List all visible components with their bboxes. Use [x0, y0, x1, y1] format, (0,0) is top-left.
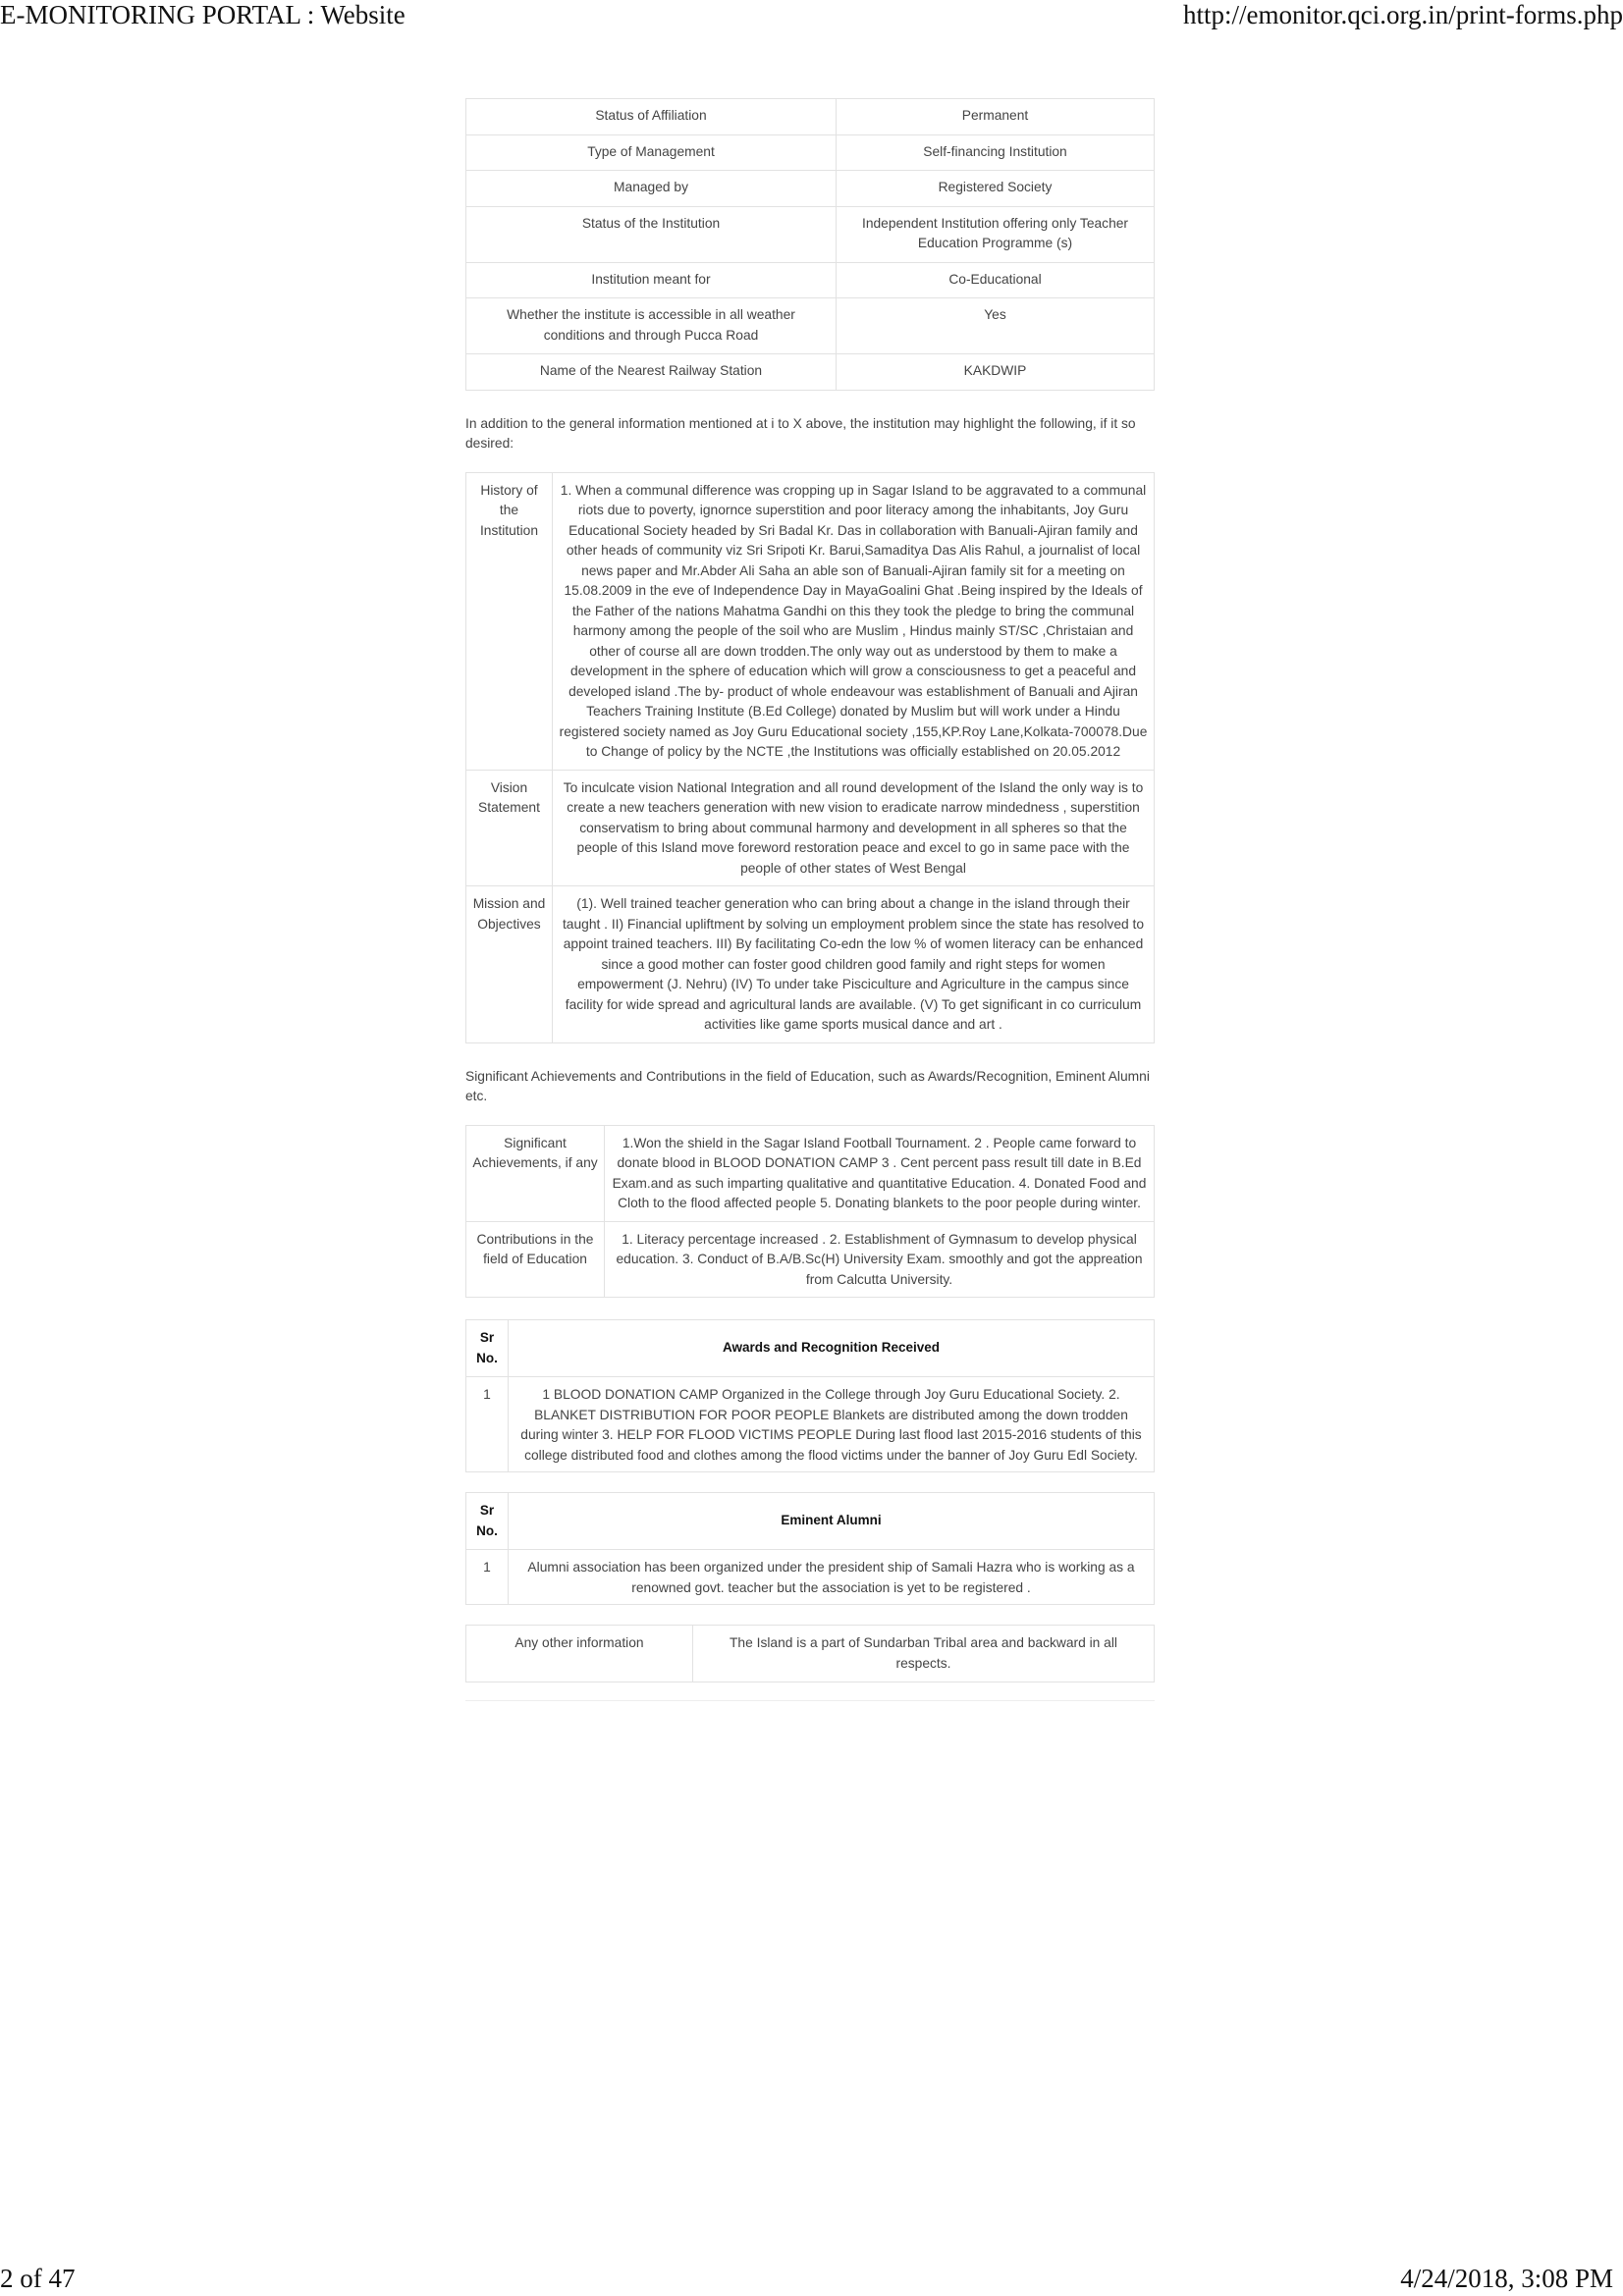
- mission-text: (1). Well trained teacher generation who can bring about a change in the island through their taught . II) Financial upliftment by solving un employment problem since the state has resolved to appoint trained teachers. III) By facilitating Co-edn the low % of women literacy can be enhanced since a good mother can foster good children good family and right steps for women empowerment (J. Nehru) (IV) To under take Pisciculture and Agriculture in the campus since facility for wide spread and agricultural lands are available. (V) To get significant in co curriculum activities like game sports musical dance and art .: [553, 886, 1155, 1043]
- table-row: [466, 1377, 1155, 1472]
- highlight-intro: In addition to the general information mentioned at i to X above, the institution may highlight the following, if it so desired:: [465, 415, 1136, 451]
- form-content: [465, 98, 1155, 1701]
- info-value: Independent Institution offering only Teacher Education Programme (s): [837, 206, 1155, 262]
- table-row: [466, 134, 1155, 171]
- awards-text: 1 BLOOD DONATION CAMP Organized in the College through Joy Guru Educational Society. 2. BLANKET DISTRIBUTION FOR POOR PEOPLE Blankets are distributed among the down trodden during winter 3. HELP FOR FLOOD VICTIMS PEOPLE During last flood last 2015-2016 students of this college distributed food and clothes among the flood victims under the banner of Joy Guru Edl Society.: [509, 1377, 1155, 1472]
- table-row: [466, 206, 1155, 262]
- other-info-label: Any other information: [466, 1626, 693, 1682]
- mission-label: Mission and Objectives: [466, 886, 553, 1043]
- info-label: Whether the institute is accessible in all weather conditions and through Pucca Road: [466, 298, 837, 354]
- page-number: 2 of 47: [0, 2264, 76, 2293]
- info-label: Type of Management: [466, 134, 837, 171]
- highlights-table: [465, 472, 1155, 1043]
- awards-table: [465, 1319, 1155, 1472]
- history-text: 1. When a communal difference was cropping up in Sagar Island to be aggravated to a communal riots due to poverty, ignornce superstition and poor literacy among the inhabitants, Joy Guru Educational Society headed by Sri Badal Kr. Das in collaboration with Banuali-Ajiran family and other heads of community viz Sri Sripoti Kr. Barui,Samaditya Das Alis Rahul, a journalist of local news paper and Mr.Abder Ali Saha an able son of Banuali-Ajiran family sit for a meeting on 15.08.2009 in the eve of Independence Day in MayaGoalini Ghat .Being inspired by the Ideals of the Father of the nations Mahatma Gandhi on this they took the pledge to bring the communal harmony among the people of the soil who are Muslim , Hindus mainly ST/SC ,Christaian and other of course all are down trodden.The only way out as understood by them to make a development in the sphere of education which will grow a consciousness to get a peaceful and developed island .The by- product of whole endeavour was establishment of Banuali and Ajiran Teachers Training Institute (B.Ed College) donated by Muslim but will work under a Hindu registered society named as Joy Guru Educational society ,155,KP.Roy Lane,Kolkata-700078.Due to Change of policy by the NCTE ,the Institutions was officially established on 20.05.2012: [553, 472, 1155, 770]
- info-value: KAKDWIP: [837, 354, 1155, 391]
- achievements-table: [465, 1125, 1155, 1299]
- info-value: Co-Educational: [837, 262, 1155, 298]
- achievements-label: Significant Achievements, if any: [466, 1125, 605, 1221]
- sr-no-cell: 1: [466, 1377, 509, 1472]
- alumni-table: [465, 1492, 1155, 1605]
- alumni-header: Eminent Alumni: [509, 1493, 1155, 1550]
- info-value: Permanent: [837, 99, 1155, 135]
- general-info-table: [465, 98, 1155, 391]
- table-row: [466, 171, 1155, 207]
- table-header-row: [466, 1493, 1155, 1550]
- info-label: Status of the Institution: [466, 206, 837, 262]
- table-row: [466, 298, 1155, 354]
- print-datetime: 4/24/2018, 3:08 PM: [1400, 2264, 1613, 2293]
- table-row: [466, 1626, 1155, 1682]
- table-row: [466, 1221, 1155, 1298]
- table-row: [466, 1125, 1155, 1221]
- table-header-row: [466, 1320, 1155, 1377]
- contributions-label: Contributions in the field of Education: [466, 1221, 605, 1298]
- info-value: Self-financing Institution: [837, 134, 1155, 171]
- sr-no-header: Sr No.: [466, 1320, 509, 1377]
- vision-text: To inculcate vision National Integration and all round development of the Island the only way is to create a new teachers generation with new vision to eradicate narrow mindedness , superstition conservatism to bring about communal harmony and development in all spheres so that the people of this Island move foreword restoration peace and excel to go in same pace with the people of other states of West Bengal: [553, 770, 1155, 886]
- table-row: [466, 472, 1155, 770]
- info-label: Institution meant for: [466, 262, 837, 298]
- alumni-text: Alumni association has been organized under the president ship of Samali Hazra who is working as a renowned govt. teacher but the association is yet to be registered .: [509, 1550, 1155, 1605]
- info-label: Status of Affiliation: [466, 99, 837, 135]
- info-label: Name of the Nearest Railway Station: [466, 354, 837, 391]
- table-row: [466, 262, 1155, 298]
- info-value: Registered Society: [837, 171, 1155, 207]
- browser-page-title: E-MONITORING PORTAL : Website: [0, 0, 406, 29]
- sr-no-cell: 1: [466, 1550, 509, 1605]
- contributions-text: 1. Literacy percentage increased . 2. Establishment of Gymnasum to develop physical education. 3. Conduct of B.A/B.Sc(H) University Exam. smoothly and got the appreation from Calcutta University.: [605, 1221, 1155, 1298]
- table-row: [466, 99, 1155, 135]
- table-row: [466, 770, 1155, 886]
- vision-label: Vision Statement: [466, 770, 553, 886]
- achievements-intro: Significant Achievements and Contributions in the field of Education, such as Awards/Recognition, Eminent Alumni etc.: [465, 1068, 1150, 1103]
- table-row: [466, 354, 1155, 391]
- content-divider: [465, 1700, 1155, 1701]
- sr-no-header: Sr No.: [466, 1493, 509, 1550]
- browser-page-url: http://emonitor.qci.org.in/print-forms.php: [1183, 0, 1623, 29]
- table-row: [466, 1550, 1155, 1605]
- info-label: Managed by: [466, 171, 837, 207]
- awards-header: Awards and Recognition Received: [509, 1320, 1155, 1377]
- achievements-text: 1.Won the shield in the Sagar Island Football Tournament. 2 . People came forward to donate blood in BLOOD DONATION CAMP 3 . Cent percent pass result till date in B.Ed Exam.and as such imparting qualitative and quantitative Education. 4. Donated Food and Cloth to the flood affected people 5. Donating blankets to the poor people during winter.: [605, 1125, 1155, 1221]
- other-info-table: [465, 1625, 1155, 1682]
- history-label: History of the Institution: [466, 472, 553, 770]
- info-value: Yes: [837, 298, 1155, 354]
- other-info-text: The Island is a part of Sundarban Tribal area and backward in all respects.: [693, 1626, 1155, 1682]
- table-row: [466, 886, 1155, 1043]
